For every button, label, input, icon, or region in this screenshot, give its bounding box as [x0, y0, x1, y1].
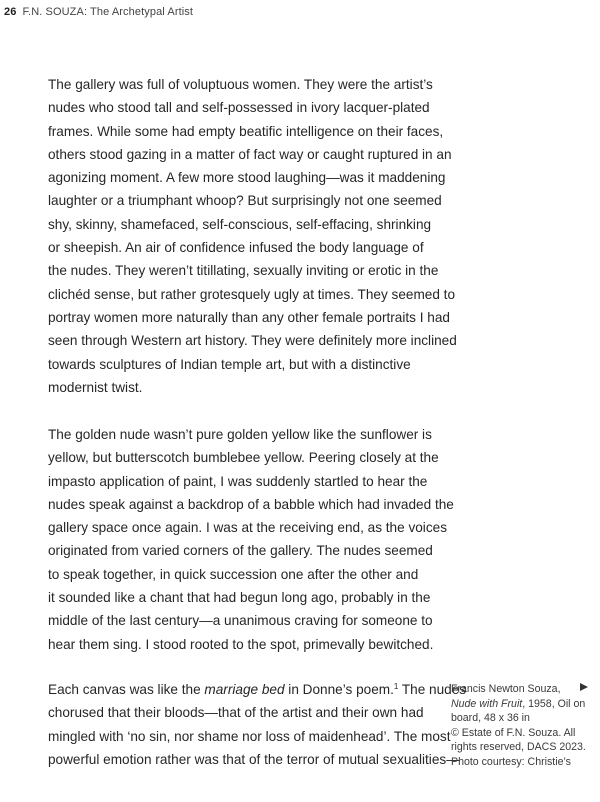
paragraph-3-line-1 [48, 678, 467, 701]
caption-line: rights reserved, DACS 2023. [451, 741, 586, 754]
image-caption [451, 682, 591, 770]
paragraph-1-line: shy, skinny, shamefaced, self-conscious, self-effacing, shrinking [48, 216, 432, 232]
footnote-marker[interactable]: 1 [393, 682, 399, 691]
caption-line: board, 48 x 36 in [451, 712, 530, 725]
paragraph-2-line: originated from varied corners of the gallery. The nudes seemed [48, 543, 433, 559]
paragraph-3 [48, 678, 467, 771]
paragraph-2-line: hear them sing. I stood rooted to the spot, primevally bewitched. [48, 636, 434, 652]
paragraph-2-line: middle of the last century—a unanimous craving for someone to [48, 613, 433, 629]
paragraph-1-line: the nudes. They weren’t titillating, sexually inviting or erotic in the [48, 263, 439, 279]
caption-line [451, 697, 591, 712]
text-run: The nudes [398, 682, 467, 697]
paragraph-1-line: portray women more naturally than any other female portraits I had [48, 309, 450, 325]
paragraph-1-line: frames. While some had empty beatific intelligence on their faces, [48, 123, 444, 139]
text-run: in Donne’s poem. [284, 682, 394, 697]
paragraph-1-line: laughter or a triumphant whoop? But surprisingly not one seemed [48, 193, 442, 209]
paragraph-3-line: mingled with ‘no sin, nor shame nor loss of maidenhead’. The most [48, 728, 451, 744]
running-title: F.N. SOUZA: The Archetypal Artist [22, 6, 194, 18]
paragraph-3-line: powerful emotion rather was that of the terror of mutual sexualities— [48, 751, 460, 767]
caption-line: Francis Newton Souza, [451, 683, 561, 695]
paragraph-2-line: it sounded like a chant that had begun long ago, probably in the [48, 590, 431, 606]
paragraph-1-line: agonizing moment. A few more stood laughing—was it maddening [48, 170, 446, 186]
paragraph-2-line: nudes speak against a backdrop of a babble which had invaded the [48, 496, 454, 512]
paragraph-1-line: nudes who stood tall and self-possessed in ivory lacquer-plated [48, 100, 430, 116]
paragraph-1 [48, 73, 457, 399]
paragraph-1-line: clichéd sense, but rather grotesquely ugly at times. They seemed to [48, 286, 456, 302]
paragraph-3-line: chorused that their bloods—that of the artist and their own had [48, 705, 424, 721]
italic-title: marriage bed [204, 682, 285, 697]
paragraph-2-line: impasto application of paint, I was suddenly startled to hear the [48, 473, 428, 489]
paragraph-2-line: to speak together, in quick succession one after the other and [48, 566, 419, 582]
artwork-title: Nude with Fruit [451, 697, 523, 710]
paragraph-2-line: gallery space once again. I was at the receiving end, as the voices [48, 520, 447, 536]
paragraph-1-line: others stood gazing in a matter of fact way or caught ruptured in an [48, 146, 452, 162]
paragraph-1-line: or sheepish. An air of confidence infused the body language of [48, 240, 424, 256]
paragraph-1-line: modernist twist. [48, 379, 143, 395]
caption-line: Photo courtesy: Christie’s [451, 755, 571, 768]
paragraph-2-line: yellow, but butterscotch bumblebee yellow. Peering closely at the [48, 450, 439, 466]
page-number: 26 [4, 6, 17, 18]
caption-line: © Estate of F.N. Souza. All [451, 726, 576, 739]
running-header [4, 6, 193, 18]
caption-pointer-arrow-icon [580, 683, 588, 691]
paragraph-1-line: The gallery was full of voluptuous women. They were the artist’s [48, 77, 433, 92]
paragraph-2-line: The golden nude wasn’t pure golden yellow like the sunflower is [48, 427, 432, 442]
text-run: Each canvas was like the [48, 682, 205, 697]
paragraph-2 [48, 423, 454, 656]
text-run: , 1958, Oil on [522, 697, 586, 710]
paragraph-1-line: seen through Western art history. They were definitely more inclined [48, 333, 457, 349]
paragraph-1-line: towards sculptures of Indian temple art, but with a distinctive [48, 356, 411, 372]
